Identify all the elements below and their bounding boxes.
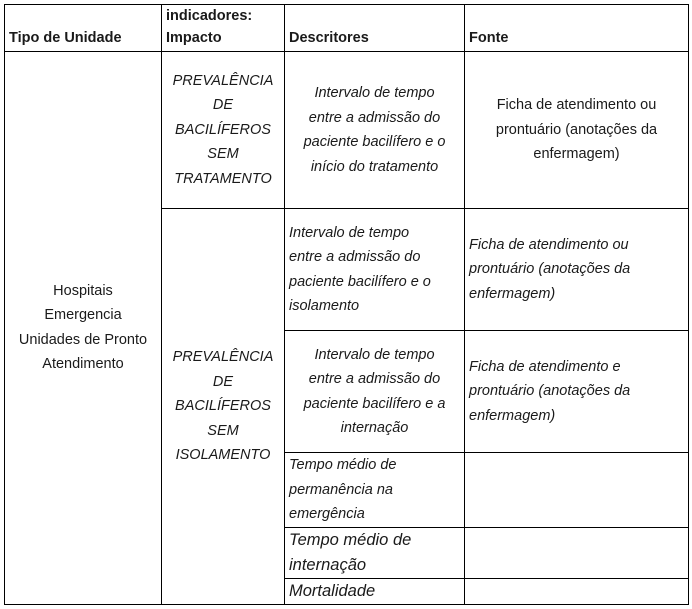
fonte-line: Ficha de atendimento ou xyxy=(469,236,629,253)
impacto-line: TRATAMENTO xyxy=(174,170,272,187)
descritor-cell xyxy=(285,453,465,528)
impacto-line: DE xyxy=(212,373,234,390)
fonte-line: enfermagem) xyxy=(469,407,556,424)
impacto-line: BACILÍFEROS xyxy=(175,398,271,414)
fonte-cell xyxy=(465,331,689,453)
impacto-sem-isolamento-cell xyxy=(162,209,285,605)
header-indicadores-impacto xyxy=(162,5,285,52)
fonte-line: enfermagem) xyxy=(469,285,556,302)
descritor-line: Mortalidade xyxy=(289,581,376,600)
fonte-line: Ficha de atendimento e xyxy=(469,358,621,375)
descritor-line: Intervalo de tempo xyxy=(314,85,435,101)
header-row xyxy=(5,5,689,52)
header-descritores-label: Descritores xyxy=(289,30,369,46)
descritor-line: Tempo médio de xyxy=(289,457,397,473)
header-impacto-label: Impacto xyxy=(166,30,222,46)
fonte-cell xyxy=(465,52,689,209)
fonte-cell-empty xyxy=(465,578,689,604)
header-tipo-label: Tipo de Unidade xyxy=(9,30,122,46)
header-fonte-label: Fonte xyxy=(469,30,509,46)
tipo-line: Hospitais xyxy=(53,282,113,299)
impacto-line: PREVALÊNCIA xyxy=(172,349,274,365)
descritor-line: entre a admissão do xyxy=(289,249,421,265)
impacto-line: SEM xyxy=(207,146,239,163)
descritor-cell xyxy=(285,209,465,331)
descritor-cell xyxy=(285,578,465,604)
impacto-line: ISOLAMENTO xyxy=(175,447,271,463)
descritor-line: paciente bacilífero e o xyxy=(303,134,446,150)
descritor-line: entre a admissão do xyxy=(308,109,441,126)
fonte-line: prontuário (anotações da xyxy=(469,383,631,400)
impacto-line: DE xyxy=(212,97,234,114)
descritor-line: paciente bacilífero e a xyxy=(303,395,446,412)
header-descritores xyxy=(285,5,465,52)
descritor-line: internação xyxy=(340,420,409,436)
tipo-line: Emergencia xyxy=(44,307,122,324)
indicators-table xyxy=(4,4,689,605)
tipo-line: Atendimento xyxy=(42,356,124,373)
table-row xyxy=(5,52,689,209)
fonte-cell-empty xyxy=(465,453,689,528)
descritor-line: isolamento xyxy=(289,298,360,314)
descritor-line: entre a admissão do xyxy=(308,371,441,387)
descritor-cell xyxy=(285,52,465,209)
descritor-line: internação xyxy=(289,555,367,574)
tipo-de-unidade-cell xyxy=(5,52,162,605)
header-tipo-de-unidade xyxy=(5,5,162,52)
descritor-line: emergência xyxy=(289,506,365,522)
impacto-sem-tratamento-cell xyxy=(162,52,285,209)
descritor-line: início do tratamento xyxy=(310,158,439,175)
fonte-line: prontuário (anotações da xyxy=(495,121,658,138)
header-fonte xyxy=(465,5,689,52)
fonte-line: Ficha de atendimento ou xyxy=(496,97,657,114)
fonte-cell xyxy=(465,209,689,331)
fonte-line: enfermagem) xyxy=(533,146,620,163)
descritor-line: paciente bacilífero e o xyxy=(289,273,431,290)
descritor-cell xyxy=(285,527,465,578)
descritor-line: permanência na xyxy=(289,481,393,498)
impacto-line: BACILÍFEROS xyxy=(175,121,271,138)
fonte-cell-empty xyxy=(465,527,689,578)
descritor-cell xyxy=(285,331,465,453)
impacto-line: SEM xyxy=(207,422,239,439)
tipo-line: Unidades de Pronto xyxy=(18,331,148,348)
impacto-line: PREVALÊNCIA xyxy=(172,72,274,89)
descritor-line: Tempo médio de xyxy=(289,530,412,549)
header-indicadores-label: indicadores: xyxy=(166,8,253,24)
descritor-line: Intervalo de tempo xyxy=(314,346,435,363)
fonte-line: prontuário (anotações da xyxy=(469,261,631,278)
descritor-line: Intervalo de tempo xyxy=(289,224,410,241)
